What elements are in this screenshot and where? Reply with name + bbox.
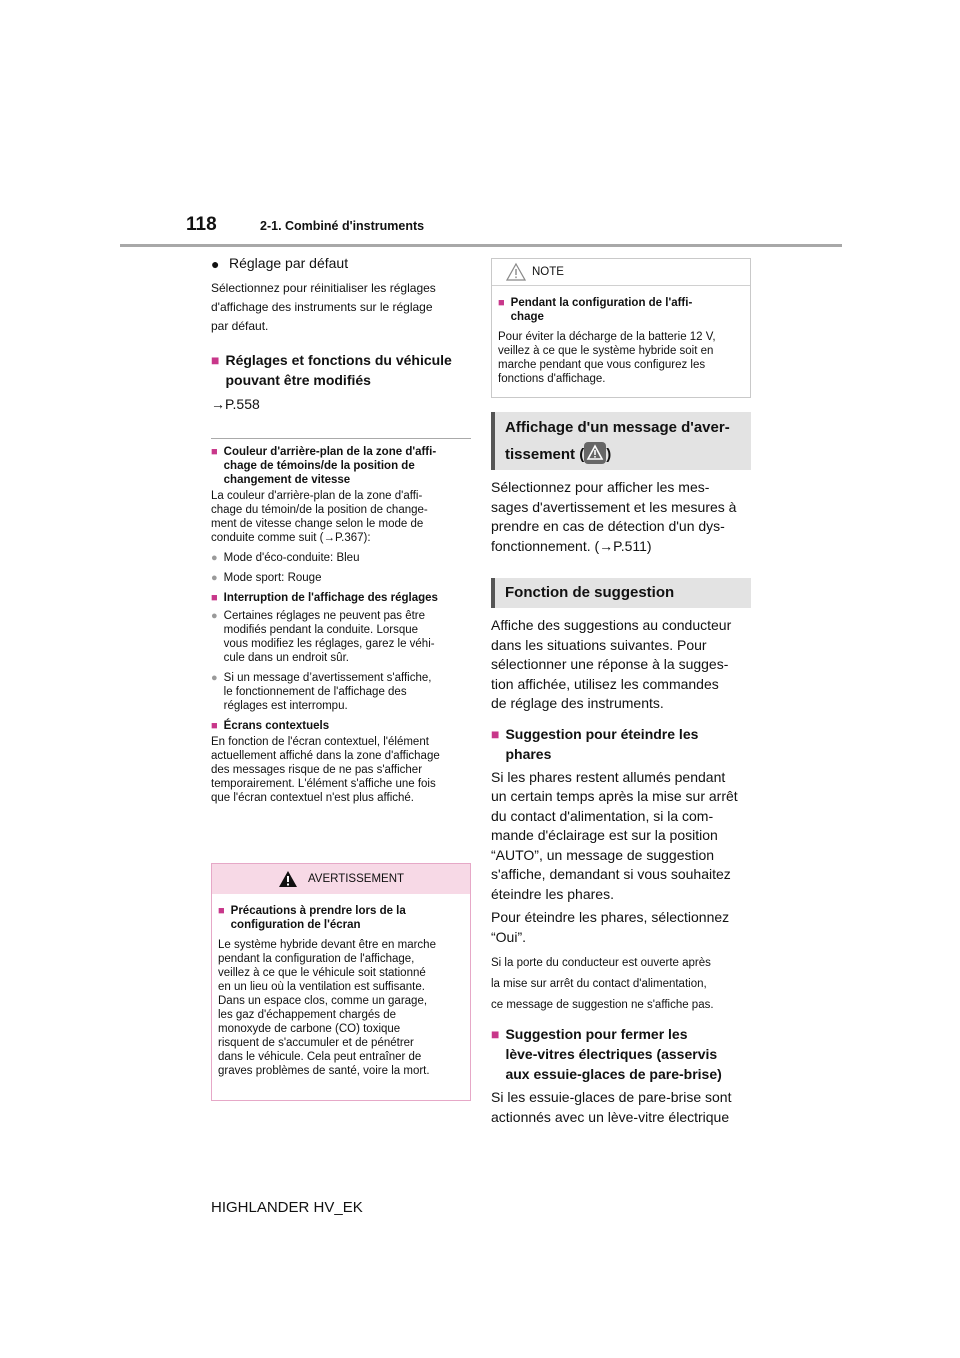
body-line: Si les phares restent allumés pendant: [491, 768, 726, 785]
headlights-heading: [491, 724, 753, 764]
vehicle-settings-title-line: pouvant être modifiés: [225, 372, 371, 388]
body-line: sages d'avertissement et les mesures à: [491, 498, 737, 515]
note-header: [492, 259, 750, 286]
circle-bullet-icon: ●: [211, 610, 218, 622]
body-line: Sélectionnez pour afficher les mes-: [491, 479, 710, 495]
vehicle-settings-ref[interactable]: →P.558: [211, 396, 260, 412]
body-line: dans les situations suivantes. Pour: [491, 636, 707, 653]
bg-color-line: chage du témoin/de la position de change-: [211, 504, 428, 516]
square-bullet-icon: ■: [498, 297, 505, 309]
list-item: [211, 671, 471, 713]
warning-line: Dans un espace clos, comme un garage,: [218, 995, 428, 1007]
body-line: fonctionnement. (→P.511): [491, 537, 652, 554]
note-title-line: Pendant la configuration de l'affi-: [510, 297, 693, 309]
popups-line: que l'écran contextuel n'est plus affiché.: [211, 792, 415, 804]
square-bullet-icon: ■: [211, 720, 218, 732]
warning-header: [212, 864, 470, 894]
default-setting-line: Sélectionnez pour réinitialiser les réglages: [211, 281, 436, 295]
page-number: 118: [186, 214, 217, 235]
popups-line: En fonction de l'écran contextuel, l'élément: [211, 736, 429, 748]
body-line: Pour éteindre les phares, sélectionnez: [491, 909, 730, 925]
list-item: [211, 571, 471, 585]
body-line: “Oui”.: [491, 928, 526, 945]
body-line: mande d'éclairage est sur la position: [491, 827, 718, 843]
headlights-title-line: Suggestion pour éteindre les: [505, 725, 699, 742]
footer-model: HIGHLANDER HV_EK: [211, 1199, 363, 1216]
small-line: ce message de suggestion ne s'affiche pas.: [491, 999, 714, 1011]
list-item-text: Mode sport: Rouge: [223, 572, 322, 584]
square-bullet-icon: ■: [491, 1026, 500, 1042]
body-line: Affiche des suggestions au conducteur: [491, 617, 732, 633]
list-item-text: Mode d'éco-conduite: Bleu: [223, 552, 360, 564]
windows-title-line: Suggestion pour fermer les: [505, 1026, 688, 1042]
bg-color-heading: [211, 445, 471, 487]
header-rule: [120, 244, 842, 247]
body-line: un certain temps après la mise sur arrêt: [491, 788, 738, 804]
warning-symbol-icon: [584, 442, 606, 464]
body-line: prendre en cas de détection d'un dys-: [491, 518, 725, 534]
note-line: veillez à ce que le système hybride soit en: [498, 345, 714, 357]
list-item: [211, 551, 471, 565]
suggestion-banner: [491, 578, 751, 608]
note-title-line: chage: [510, 311, 544, 323]
default-setting-line: par défaut.: [211, 319, 269, 333]
windows-title-line: lève-vitres électriques (asservis: [505, 1046, 718, 1062]
bg-color-line: La couleur d'arrière-plan de la zone d'affi-: [211, 490, 423, 502]
default-setting-line: d'affichage des instruments sur le réglage: [211, 300, 433, 314]
list-item-line: vous modifiez les réglages, garez le véhi-: [223, 638, 435, 650]
popups-line: des messages risque de ne pas s'afficher: [211, 764, 423, 776]
circle-bullet-icon: ●: [211, 552, 218, 564]
small-line: Si la porte du conducteur est ouverte après: [491, 957, 711, 969]
popups-title: Écrans contextuels: [223, 720, 330, 732]
warning-title-line: Précautions à prendre lors de la: [230, 905, 406, 917]
circle-bullet-icon: ●: [211, 572, 218, 584]
body-line: “AUTO”, un message de suggestion: [491, 846, 715, 863]
warning-line: dans le véhicule. Cela peut entraîner de: [218, 1051, 422, 1063]
note-title: [498, 296, 744, 324]
square-bullet-icon: ■: [211, 352, 220, 368]
bg-color-title-line: chage de témoins/de la position de: [223, 460, 415, 472]
warning-line: risquent de s'accumuler et de pénétrer: [218, 1037, 414, 1049]
left-column: [211, 255, 471, 811]
warning-line: en un lieu où la ventilation est suffisante.: [218, 981, 425, 993]
body-line: de réglage des instruments.: [491, 695, 664, 711]
body-line: éteindre les phares.: [491, 885, 614, 902]
default-setting-heading: [211, 255, 471, 273]
body-line: du contact d'alimentation, si la com-: [491, 807, 714, 824]
warning-label: AVERTISSEMENT: [307, 873, 405, 885]
section-title: 2-1. Combiné d'instruments: [260, 219, 425, 233]
popups-line: actuellement affiché dans la zone d'affichage: [211, 750, 440, 762]
caution-triangle-icon: [506, 262, 526, 282]
bg-color-title-line: Couleur d'arrière-plan de la zone d'affi-: [223, 446, 437, 458]
list-item-line: réglages est interrompu.: [223, 700, 348, 712]
list-item-line: Si un message d’avertissement s'affiche,: [223, 672, 432, 684]
warning-body: [218, 938, 464, 1078]
square-bullet-icon: ■: [211, 446, 218, 458]
popups-body: [211, 735, 471, 805]
body-line: actionnés avec un lève-vitre électrique: [491, 1108, 730, 1125]
warning-line: graves problèmes de santé, voire la mort.: [218, 1065, 430, 1077]
interruption-heading: [211, 591, 471, 605]
small-line: la mise sur arrêt du contact d'alimentation,: [491, 978, 707, 990]
bg-color-title-line: changement de vitesse: [223, 474, 351, 486]
suggestion-title: Fonction de suggestion: [505, 584, 675, 601]
warning-line: monoxyde de carbone (CO) toxique: [218, 1023, 401, 1035]
vehicle-settings-title-line: Réglages et fonctions du véhicule: [225, 352, 452, 368]
square-bullet-icon: ■: [491, 725, 500, 742]
divider: [211, 438, 471, 439]
headlights-title-line: phares: [505, 745, 552, 762]
warning-message-banner: [491, 412, 751, 470]
vehicle-settings-heading: [211, 350, 471, 390]
suggestion-content: [491, 616, 753, 1127]
note-line: marche pendant que vous configurez les: [498, 359, 706, 371]
warning-line: Le système hybride devant être en marche: [218, 939, 436, 951]
warning-box: [211, 863, 471, 1101]
bg-color-line: ment de vitesse change selon le mode de: [211, 518, 424, 530]
bullet-icon: ●: [211, 256, 220, 272]
windows-title-line: aux essuie-glaces de pare-brise): [505, 1066, 722, 1082]
list-item: [211, 609, 471, 665]
warning-title: [218, 904, 464, 932]
list-item-line: cule dans un endroit sûr.: [223, 652, 349, 664]
warning-message-title-line1: Affichage d'un message d'aver-: [505, 419, 730, 436]
body-line: Si les essuie-glaces de pare-brise sont: [491, 1089, 732, 1105]
square-bullet-icon: ■: [211, 592, 218, 604]
note-body: [498, 330, 744, 386]
body-line: sélectionner une réponse à la sugges-: [491, 656, 729, 672]
warning-line: veillez à ce que le véhicule soit stationné: [218, 967, 426, 979]
square-bullet-icon: ■: [218, 905, 225, 917]
warning-triangle-icon: [278, 869, 298, 889]
note-box: [491, 258, 751, 398]
warning-line: pendant la configuration de l'affichage,: [218, 953, 415, 965]
body-line: s'affiche, demandant si vous souhaitez: [491, 866, 731, 882]
warning-message-body: [491, 478, 753, 556]
bg-color-line: conduite comme suit (→P.367):: [211, 532, 371, 544]
note-line: Pour éviter la décharge de la batterie 12 V,: [498, 331, 716, 343]
list-item-line: modifiés pendant la conduite. Lorsque: [223, 624, 419, 636]
note-label: NOTE: [532, 266, 564, 278]
circle-bullet-icon: ●: [211, 672, 218, 684]
list-item-line: le fonctionnement de l'affichage des: [223, 686, 407, 698]
popups-line: temporairement. L'élément s'affiche une fois: [211, 778, 436, 790]
body-line: tion affichée, utilisez les commandes: [491, 675, 719, 692]
list-item-line: Certaines réglages ne peuvent pas être: [223, 610, 426, 622]
warning-message-title-line2: tissement ( ): [505, 441, 751, 468]
warning-title-line: configuration de l'écran: [230, 919, 361, 931]
interruption-title: Interruption de l'affichage des réglages: [223, 592, 438, 604]
bg-color-body: [211, 489, 471, 545]
warning-line: les gaz d'échappement chargés de: [218, 1009, 397, 1021]
default-setting-title: Réglage par défaut: [229, 255, 349, 271]
popups-heading: [211, 719, 471, 733]
note-line: fonctions d'affichage.: [498, 373, 606, 385]
windows-heading: [491, 1024, 753, 1084]
